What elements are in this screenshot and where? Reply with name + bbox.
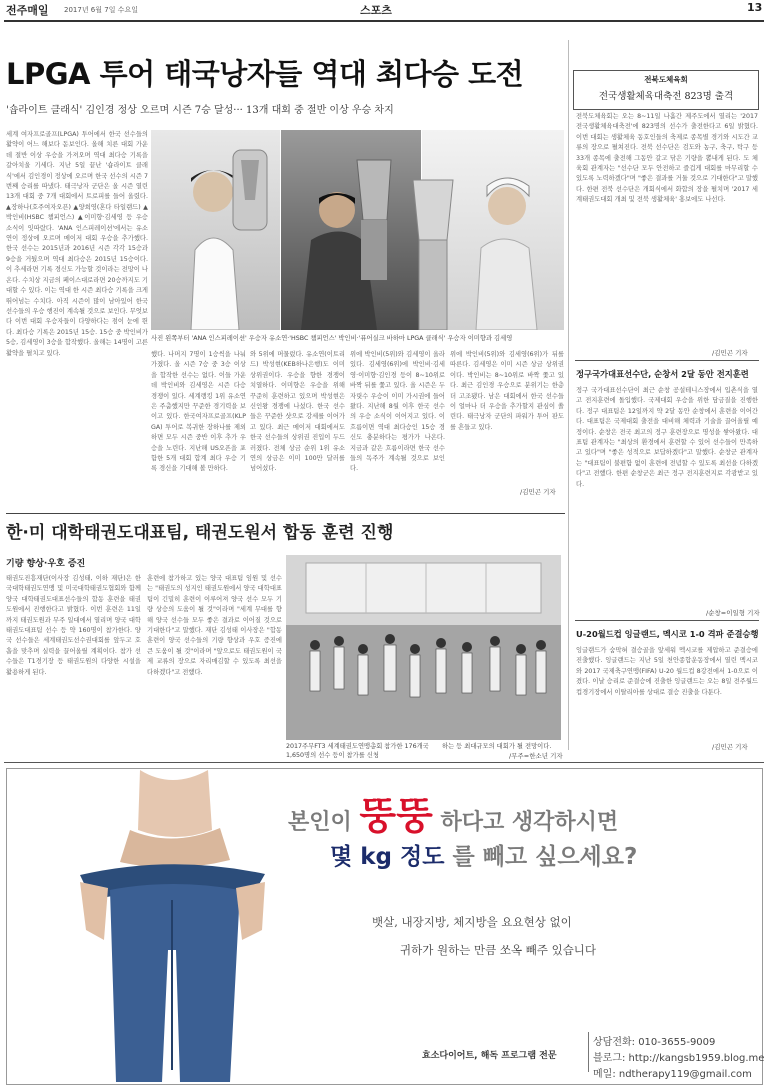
- second-caption-right: 하는 등 최대규모의 대회가 될 전망이다.: [442, 743, 552, 750]
- lead-divider: [6, 513, 565, 514]
- section-title: 스포츠: [360, 4, 392, 17]
- lead-headline: LPGA 투어 태국낭자들 역대 최다승 도전: [6, 57, 524, 91]
- ad-email: 메일: ndtherapy119@gmail.com: [593, 1069, 752, 1080]
- ad-line1-a: 본인이: [288, 810, 360, 835]
- column-rule: [568, 40, 569, 750]
- ad-line2-a: 몇: [330, 844, 361, 870]
- second-photo: [286, 555, 561, 740]
- second-photo-caption: 2017주무FT3 세계태권도연맹총회 참가한 176개국 1,650명의 선수 등이 참가를 신청: [286, 743, 429, 759]
- sidebar-body: 전북도체육회는 오는 8~11일 나흘간 제주도에서 열리는 '2017 전국생활체육대축전'에 823명의 선수가 출전한다고 6일 밝혔다. 이번 대회는 생활체육 동호인들의 축제로 종목별 경기와 시도간 교류의 장으로 펼쳐진다. 전북 선수단은 검도와 농구, 축구, 탁구 등 33개 종목에 출전해 그동안 갈고 닦은 기량을 뽐내게 된다. 도 체육회 관계자는 "선수단 모두 안전하고 즐겁게 대회를 마무리할 수 있도록 노력하겠다"며 "좋은 결과를 거둘 것으로 기대한다"고 말했다. 한편 전북 선수단은 개회식에서 화합의 장을 펼치며 '2017 세계태권도대회 개최 및 전북 생활체육' 홍보에도 나선다.: [576, 113, 758, 204]
- ad-line2-b: kg 정도: [360, 844, 445, 870]
- ad-line2-c: 를 빼고 싶으세요?: [444, 844, 638, 870]
- ad-top-rule: [4, 762, 764, 763]
- lead-body-col3: 와 5위에 머물렀다. 유소연(이트리드) 박성현(KEB하나은행)도 이미 상위권이다. 우승을 향한 경쟁이 치열하다. 이미향은 우승을 위해 꾸준히 훈련하고 있으며 박성현은 신인왕 경쟁에 나섰다. 한국 선수들은 꾸준한 샷으로 강세를 이어가고 있다. 최근 메이저 대회에서도 한국 선수들의 상위권 진입이 두드러졌다. 전체 상금 순위 1위 유소연의 상금은 이미 100만 달러를 넘어섰다.: [250, 351, 345, 473]
- paper-name: 전주매일: [6, 4, 49, 17]
- second-body-col1: 태권도진흥재단(이사장 김성태, 이하 재단)은 한국대학태권도연맹 및 미국대학태권도협회와 함께 양국 대학태권도대표선수들의 합동 훈련을 태권도원에서 진행한다고 밝혔다. 이번 훈련은 11일까지 태권도원과 무주 일대에서 열리며 양국 대학태권도대표팀 선수 등 약 160명이 참가한다. 양국 선수들은 세계태권도선수권대회를 앞두고 호흡을 맞추며 실력을 끌어올릴 계획이다. 참가 선수들은 T1경기장 등 태권도원의 다양한 시설을 활용하게 된다.: [6, 575, 141, 676]
- second-byline: /무주=한소년 기자: [509, 752, 563, 760]
- sidebar-sub-title: 정구국가대표선수단, 순창서 2달 동안 전지훈련: [576, 369, 749, 379]
- lead-photo-caption: 사진 왼쪽부터 'ANA 인스피레이션' 우승자 유소연·'HSBC 챔피언스' 박인비·'퓨어실크 바하마 LPGA 클래식' 우승자 이미향과 김세영: [151, 335, 513, 342]
- sidebar-third-title: U-20월드컵 잉글랜드, 멕시코 1-0 격파 준결승행: [576, 629, 759, 639]
- header-rule: [4, 20, 764, 22]
- ad-blog: 블로그: http://kangsb1959.blog.me: [593, 1053, 765, 1064]
- sidebar-kicker: 전북도체육회: [644, 75, 688, 84]
- issue-date: 2017년 6월 7일 수요일: [64, 6, 138, 14]
- ad-brand: 효소다이어트, 해독 프로그램 전문: [422, 1051, 557, 1061]
- lead-body-col1: 세계 여자프로골프(LPGA) 투어에서 한국 선수들의 활약이 어느 해보다 돋보인다. 올해 치른 대회 가운데 절반 이상 우승을 가져오며 역대 최다승 기록을 갈아치울 기세다. 지난 5일 끝난 '숍라이트 클래식'에서 김인경이 정상에 오르며 한국 선수의 시즌 7번째 승리를 따냈다. 태극낭자 군단은 올 시즌 열린 13개 대회 중 7개 대회에서 트로피를 들어 올렸다. ▲장하나(호주여자오픈) ▲양희영(혼다 타일랜드) ▲박인비(HSBC 챔피언스) ▲이미향·김세영 등 우승 소식이 잇따랐다. 'ANA 인스피레이션'에서는 유소연이 정상에 오르며 메이저 대회 우승을 추가했다. 한국 선수는 2015년과 2016년 시즌 각각 15승과 9승을 거뒀으며 역대 최다승은 2015년 15승이다. 이 추세라면 기록 경신도 가능할 것이라는 전망이 나온다. 수치상 지금의 페이스대로라면 20승까지도 기대할 수 있다. 이는 역대 한 시즌 최다승 기록을 크게 뛰어넘는 수치다. 아직 시즌이 많이 남아있어 한국 선수들의 우승 행진이 계속될 것으로 보인다. 무엇보다 이번 대회 우승자들이 다양하다는 점이 눈에 띈다. 최다승 기록은 2015년 15승. 15승 중 박인비가 5승, 김세영이 3승을 합작했다. 올해는 14명이 고른 활약을 펼치고 있다.: [6, 131, 148, 357]
- ad-headline-line1: [288, 785, 618, 840]
- ad-body-line2: 귀하가 원하는 만큼 쏘옥 빼주 있습니다: [400, 943, 597, 957]
- ad-body-line1: 뱃살, 내장지방, 체지방을 요요현상 없이: [372, 915, 572, 929]
- sidebar-sub-byline: /순창=이일형 기자: [706, 609, 760, 617]
- ad-line1-b: 하다고 생각하시면: [432, 810, 619, 835]
- sidebar-divider-1: [575, 360, 759, 361]
- lead-subheadline: '숍라이트 클래식' 김인경 정상 오르며 시즌 7승 달성··· 13개 대회 중 절반 이상 우승 차지: [6, 105, 394, 116]
- lead-body-col4: 위에 박인비(5위)와 김세영이 올라 있다. 김세영(6위)에 박인비·김세영·이미향·김인경 등이 8~10위로 바짝 뒤를 쫓고 있다. 올 시즌은 두 자릿수 우승이 이미 가시권에 들어왔다. 지난해 8월 이후 한국 선수의 우승 소식이 이어지고 있다. 이 흐름이면 역대 최다승인 15승 경신도 충분하다는 평가가 나온다. 지금과 같은 흐름이라면 한국 선수들의 독주가 계속될 것으로 보인다.: [350, 351, 445, 473]
- second-subhead: 기량 향상·우호 증진: [6, 559, 86, 569]
- ad-headline-line2: [330, 838, 637, 871]
- lead-body-col5: 위에 박인비(5위)와 김세영(6위)가 뒤를 따른다. 김세영은 이미 시즌 상금 상위권이다. 박인비는 8~10위로 바짝 쫓고 있다. 최근 김인경 우승으로 분위기는 한층 더 고조됐다. 남은 대회에서 한국 선수들이 얼마나 더 우승을 추가할지 관심이 쏠린다. 태극낭자 군단의 파워가 투어 판도를 흔들고 있다.: [450, 351, 564, 431]
- lead-body-col2: 했다. 나머지 7명이 1승씩을 나눠 가졌다. 올 시즌 7승 중 3승 이상을 합작한 선수는 없다. 이들 가운데 박인비와 김세영은 시즌 다승 경쟁이 있다. 세계랭킹 1위 유소연은 주춤했지만 꾸준한 경기력을 보이고 있다. 한국여자프로골프(KLPGA) 투어로 복귀한 장하나를 제외하면 모두 시즌 중반 이후 추가 우승을 노린다. 지난해 US오픈을 포함한 5개 대회 합계 최다 우승 기록 경신을 기대해 볼 만하다.: [151, 351, 246, 473]
- sidebar-byline: /김민곤 기자: [712, 349, 748, 357]
- sidebar-third-byline: /김민곤 기자: [712, 743, 748, 751]
- page-number: 13: [747, 1, 763, 14]
- sidebar-sub-body: 정구 국가대표선수단이 최근 순창 공설테니스장에서 입촌식을 열고 전지훈련에 돌입했다. 국제대회 우승을 위한 담금질을 진행한다. 정구 대표팀은 12일까지 약 2달 동안 순창에서 훈련을 이어간다. 대표팀은 국제대회 출전을 대비해 체력과 기술을 끌어올릴 예정이다. 순창은 전국 최고의 정구 훈련장으로 명성을 쌓아왔다. 대표팀 관계자는 "최상의 환경에서 훈련할 수 있어 선수들이 만족하고 있다"며 "좋은 성적으로 보답하겠다"고 말했다. 순창군 관계자는 "대표팀이 불편함 없이 훈련에 전념할 수 있도록 최선을 다하겠다"고 전했다. 한편 순창군은 최근 정구 전지훈련지로 각광받고 있다.: [576, 387, 758, 488]
- sidebar-divider-2: [575, 620, 759, 621]
- lead-photo: [151, 130, 564, 330]
- ad-phone: 상담전화: 010-3655-9009: [593, 1037, 716, 1048]
- sidebar-third-body: 잉글랜드가 숨막혀 결승골을 앞세워 멕시코를 제압하고 준결승에 진출했다. 잉글랜드는 지난 5일 천안종합운동장에서 열린 멕시코와 2017 국제축구연맹(FIFA) U-20 월드컵 8강전에서 1-0으로 이겼다. 이날 승리로 준결승에 진출한 잉글랜드는 오는 8일 전주월드컵경기장에서 이탈리아를 상대로 결승 진출을 다툰다.: [576, 647, 758, 696]
- lead-byline: /김민곤 기자: [520, 488, 556, 496]
- second-headline: 한·미 대학태권도대표팀, 태권도원서 합동 훈련 진행: [6, 523, 394, 543]
- ad-line1-big: 뚱뚱: [359, 794, 433, 838]
- ad-divider: [588, 1032, 589, 1072]
- ad-model-image: [80, 770, 265, 1082]
- sidebar-title: 전국생활체육대축전 823명 출격: [598, 91, 734, 102]
- second-body-col2: 훈련에 참가하고 있는 양국 대표팀 임원 및 선수는 "태권도의 성지인 태권도원에서 양국 대학대표팀이 긴밀히 훈련이 이루어져 양국 선수 모두 기량 상승의 도움이 될 것"이라며 "세계 무대를 향해 양국 선수들 모두 좋은 결과로 이어질 것으로 기대한다"고 말했다. 재단 김성태 이사장은 "합동 훈련이 양국 선수들의 기량 향상과 우호 증진에 큰 도움이 될 것"이라며 "앞으로도 태권도원이 국제 교류의 장으로 자리매김할 수 있도록 최선을 다하겠다"고 전했다.: [147, 575, 282, 676]
